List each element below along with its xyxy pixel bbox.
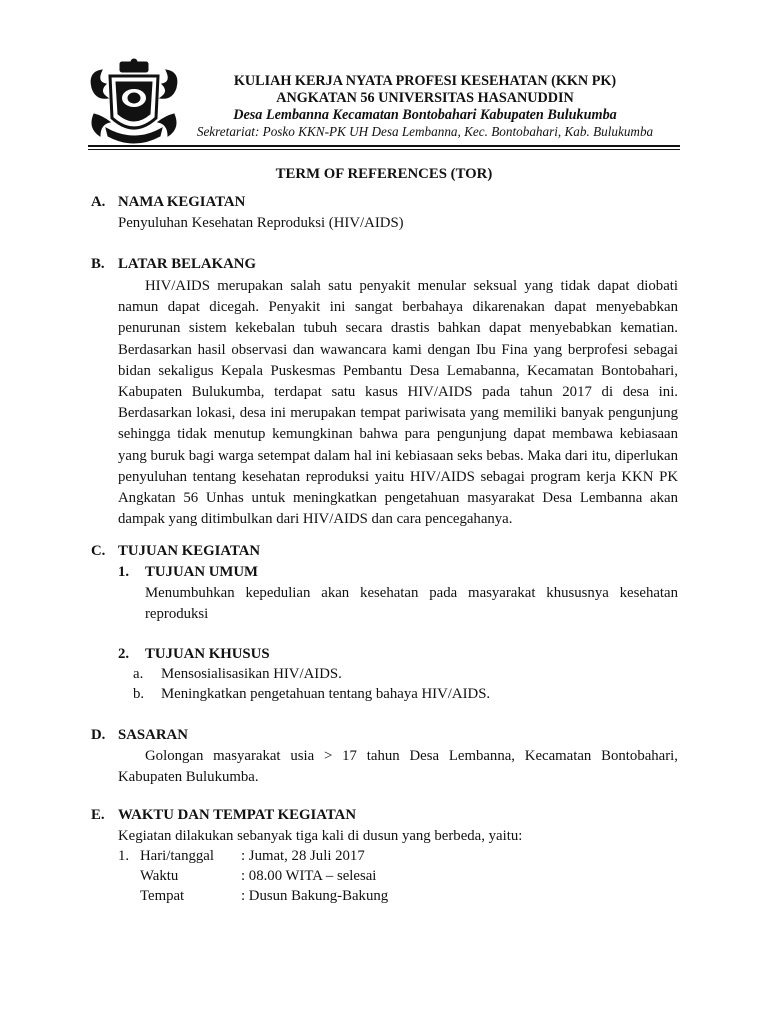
general-objective-paragraph xyxy=(145,583,678,625)
section-b-letter: B. xyxy=(91,256,105,272)
header-secretariat-line: Sekretariat: Posko KKN-PK UH Desa Lembanna, Kec. Bontobahari, Kab. Bulukumba xyxy=(196,124,654,139)
schedule-row xyxy=(140,868,376,885)
schedule-value: : 08.00 WITA – selesai xyxy=(241,868,377,884)
section-d-heading xyxy=(91,727,188,744)
section-d-title: SASARAN xyxy=(118,727,188,743)
header-institution-line: KULIAH KERJA NYATA PROFESI KESEHATAN (KKN PK) xyxy=(233,73,617,89)
section-a-title: NAMA KEGIATAN xyxy=(118,194,246,210)
section-b-title: LATAR BELAKANG xyxy=(118,256,256,272)
university-emblem-icon xyxy=(86,58,182,148)
section-e-heading xyxy=(91,807,356,824)
schedule-label: Waktu xyxy=(140,868,179,884)
specific-objective-number: 2. xyxy=(118,646,130,662)
target-audience-text: Golongan masyarakat usia > 17 tahun Desa Lembanna, Kecamatan Bontobahari, Kabupaten Bulukumba. xyxy=(118,748,678,786)
header-divider-thick xyxy=(88,145,680,147)
header-location-line: Desa Lembanna Kecamatan Bontobahari Kabupaten Bulukumba xyxy=(233,107,617,123)
background-paragraph-text: HIV/AIDS merupakan salah satu penyakit menular seksual yang tidak dapat diobati namun dapat dicegah. Penyakit ini sangat berbahaya dikarenakan dapat menyebabkan penurunan sistem kekebalan tubuh secara drastis bahkan dapat menyebabkan kematian. Berdasarkan hasil observasi dan wawancara kami dengan Ibu Fina yang berprofesi sebagai bidan sekaligus Kepala Puskesmas Pembantu Desa Lemabanna, Kecamatan Bontobahari, Kabupaten Bulukumba, terdapat satu kasus HIV/AIDS pada tahun 2017 di desa ini. Berdasarkan lokasi, desa ini merupakan tempat pariwisata yang memiliki banyak pengunjung sehingga tidak menutup kemungkinan bahwa para pengunjung dapat membawa kebiasaan yang buruk bagi warga setempat dalam hal ini kebiasaan seks bebas. Maka dari itu, diperlukan penyuluhan tentang kesehatan reproduksi yaitu HIV/AIDS sebagai program kerja KKN PK Angkatan 56 Unhas untuk meningkatkan pengetahuan masyarakat Desa Lembanna akan dampak yang ditimbulkan dari HIV/AIDS dan cara pencegahanya. xyxy=(118,278,678,528)
list-marker: b. xyxy=(133,686,145,702)
section-c-heading xyxy=(91,543,260,560)
list-item-text: Mensosialisasikan HIV/AIDS. xyxy=(161,666,342,682)
specific-objective-title: TUJUAN KHUSUS xyxy=(145,646,270,662)
document-title: TERM OF REFERENCES (TOR) xyxy=(275,166,493,182)
schedule-row xyxy=(118,848,365,865)
list-marker: a. xyxy=(133,666,144,682)
section-a-text: Penyuluhan Kesehatan Reproduksi (HIV/AIDS) xyxy=(118,215,404,231)
schedule-label: Tempat xyxy=(140,888,185,904)
section-d-letter: D. xyxy=(91,727,106,743)
specific-objective-heading xyxy=(118,646,270,663)
general-objective-title: TUJUAN UMUM xyxy=(145,564,259,580)
specific-objective-item xyxy=(133,666,342,683)
section-e-title: WAKTU DAN TEMPAT KEGIATAN xyxy=(118,807,357,823)
section-c-title: TUJUAN KEGIATAN xyxy=(118,543,261,559)
schedule-value: : Dusun Bakung-Bakung xyxy=(241,888,389,904)
section-a-letter: A. xyxy=(91,194,106,210)
schedule-label: Hari/tanggal xyxy=(140,848,214,864)
schedule-value: : Jumat, 28 Juli 2017 xyxy=(241,848,365,864)
section-b-heading xyxy=(91,256,256,273)
schedule-row xyxy=(140,888,388,905)
list-item-text: Meningkatkan pengetahuan tentang bahaya HIV/AIDS. xyxy=(161,686,491,702)
schedule-intro-text: Kegiatan dilakukan sebanyak tiga kali di dusun yang berbeda, yaitu: xyxy=(118,828,523,844)
header-cohort-line: ANGKATAN 56 UNIVERSITAS HASANUDDIN xyxy=(276,90,574,106)
section-b-paragraph xyxy=(118,276,678,530)
general-objective-heading xyxy=(118,564,258,581)
header-divider-thin xyxy=(88,149,680,150)
section-e-letter: E. xyxy=(91,807,105,823)
general-objective-text: Menumbuhkan kepedulian akan kesehatan pada masyarakat khususnya kesehatan reproduksi xyxy=(145,585,678,623)
schedule-item-number: 1. xyxy=(118,848,130,864)
specific-objective-item xyxy=(133,686,490,703)
section-c-letter: C. xyxy=(91,543,106,559)
general-objective-number: 1. xyxy=(118,564,130,580)
section-a-heading xyxy=(91,194,245,211)
section-d-paragraph xyxy=(118,746,678,788)
